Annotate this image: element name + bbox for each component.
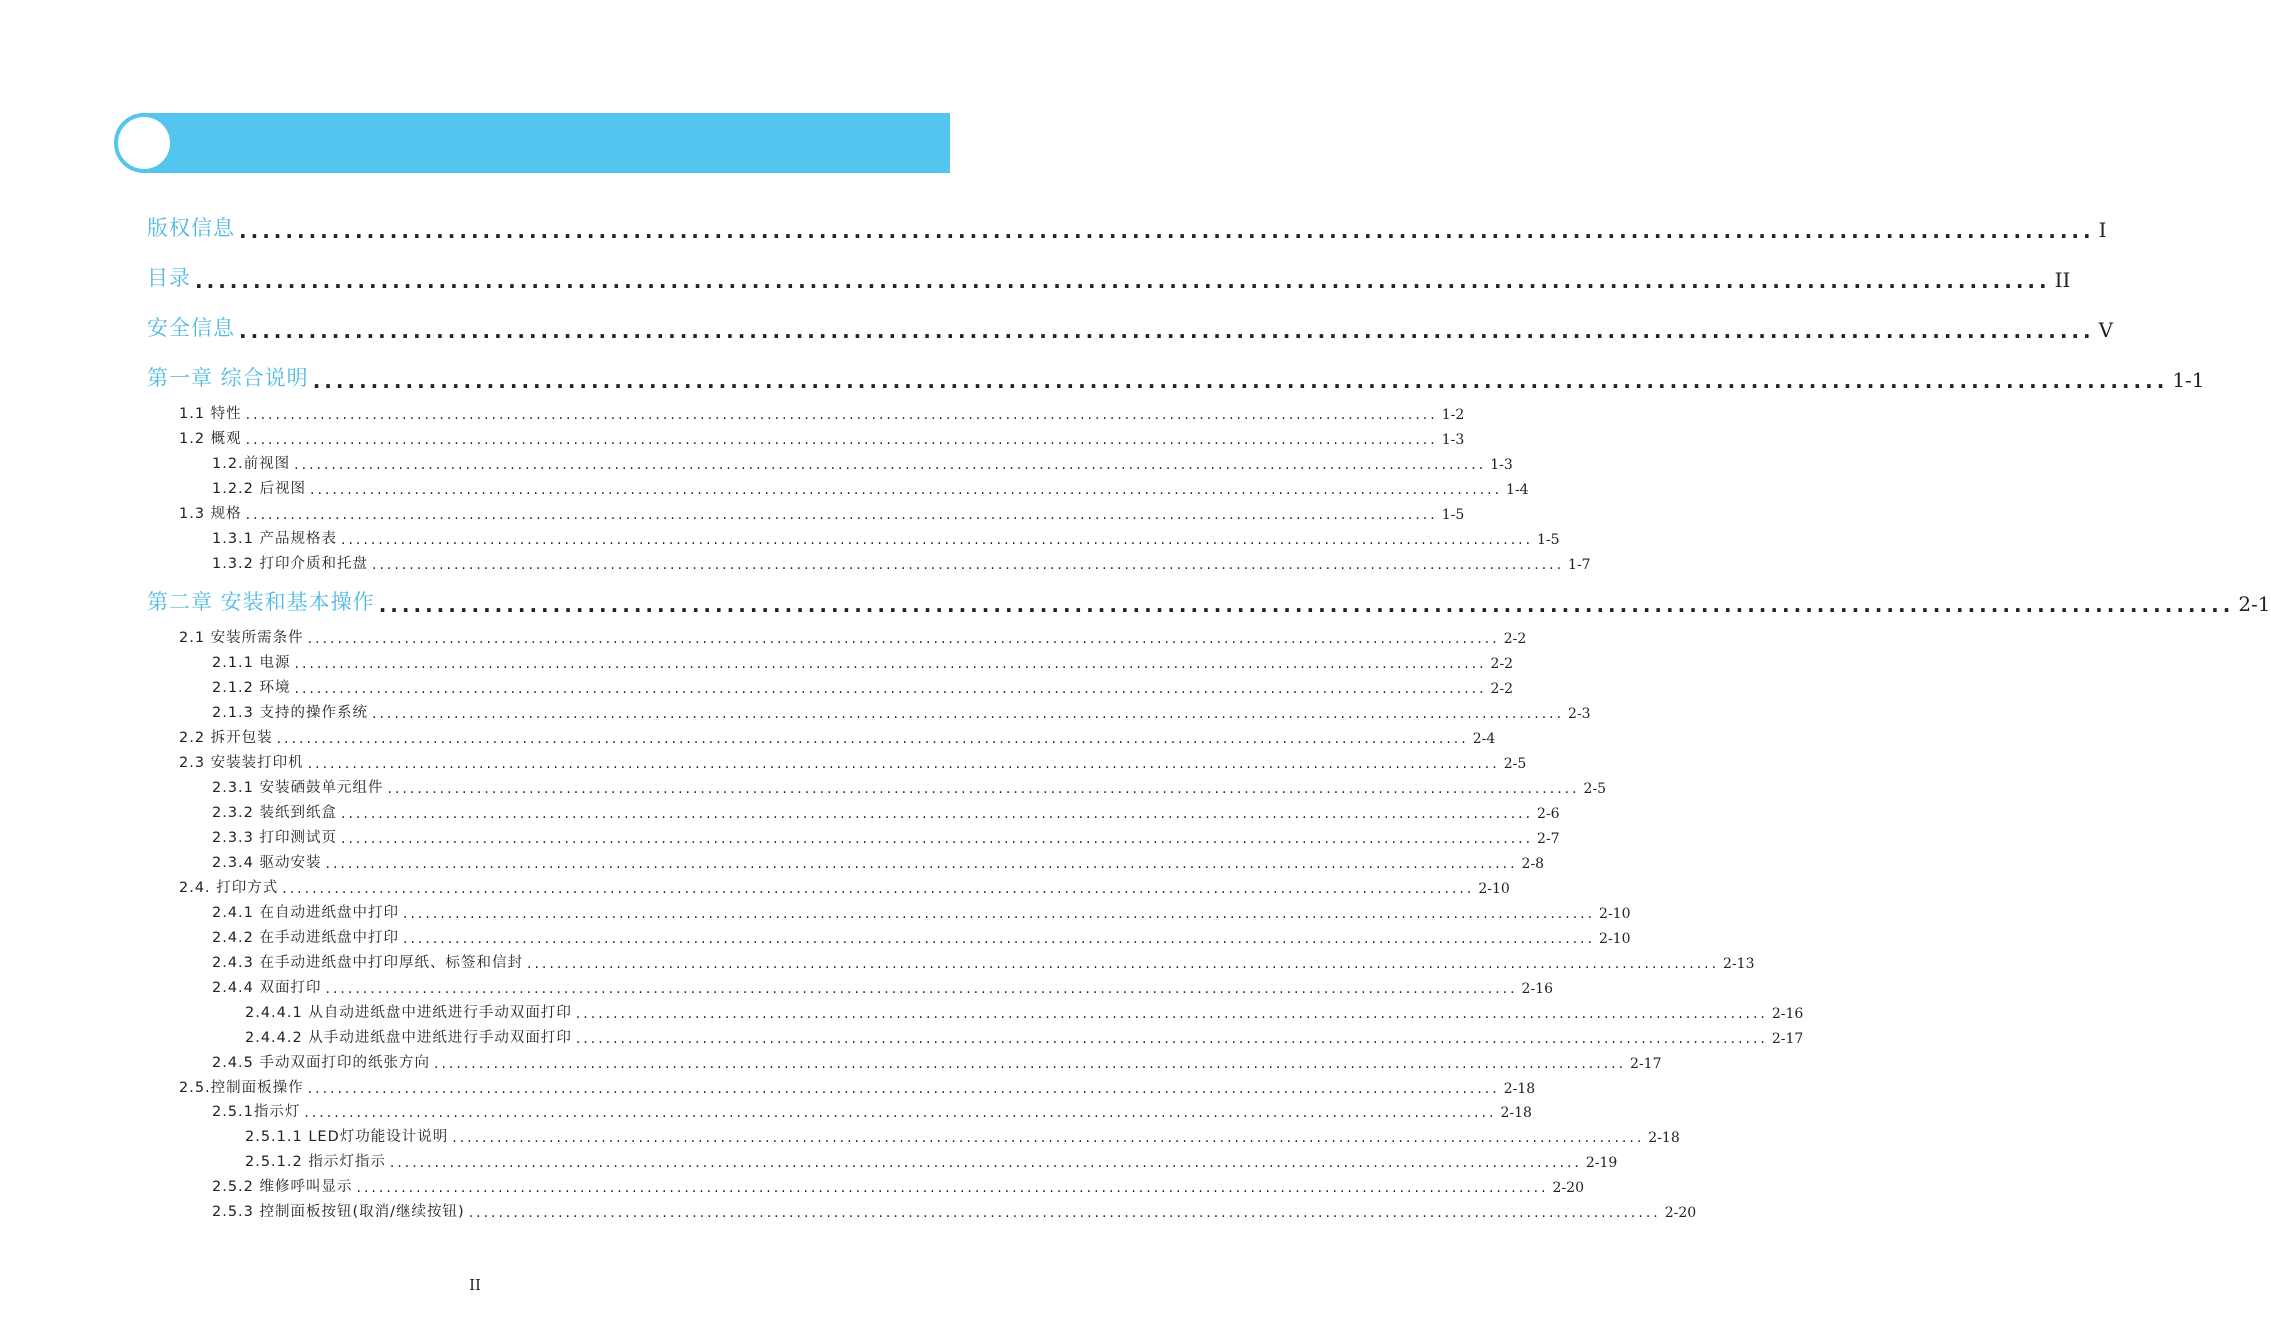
toc-entry[interactable] <box>245 1151 1618 1171</box>
toc-entry-label: 2.5.1指示灯 <box>212 1104 301 1120</box>
toc-entry-label: 2.4.4.2 从手动进纸盘中进纸进行手动双面打印 <box>245 1030 572 1046</box>
toc-leader-dots: ................................................................................................................................................................ <box>307 756 1500 772</box>
toc-leader-dots: ................................................................................................................................................................ <box>372 706 1565 722</box>
toc-entry-page: 2-16 <box>1521 981 1553 997</box>
toc-entry[interactable] <box>212 802 1560 822</box>
toc-leader-dots: ................................................................................................................................................................ <box>403 931 1596 947</box>
toc-entry-label: 2.2 拆开包装 <box>179 730 273 746</box>
toc-leader-dots: ................................................................................................................................................................ <box>294 656 1487 672</box>
toc-entry[interactable] <box>245 1126 1680 1146</box>
toc-leader-dots: ................................................................................................................................................................ <box>304 1105 1497 1121</box>
toc-entry-page: I <box>2098 218 2107 242</box>
toc-leader-dots: ................................................................................................................................................................ <box>307 1081 1500 1097</box>
toc-leader-dots: ................................................................................................................................................................ <box>276 731 1469 747</box>
toc-entry[interactable] <box>212 1176 1584 1196</box>
toc-entry[interactable] <box>212 528 1560 548</box>
toc-entry[interactable] <box>212 553 1591 573</box>
toc-entry[interactable] <box>212 478 1529 498</box>
toc-entry-page: 2-17 <box>1630 1056 1662 1072</box>
toc-leader-dots: ................................................................................................................................................................ <box>307 631 1500 647</box>
toc-leader-dots: ................................................................................................................................................................ <box>312 369 2169 393</box>
toc-entry[interactable] <box>212 453 1513 473</box>
toc-entry[interactable] <box>212 952 1755 972</box>
toc-entry-page: 1-3 <box>1490 457 1513 473</box>
toc-entry[interactable] <box>245 1027 1804 1047</box>
toc-entry-page: 2-2 <box>1490 656 1514 672</box>
toc-chapter-entry[interactable] <box>147 262 2071 293</box>
toc-entry-page: 2-20 <box>1552 1180 1584 1196</box>
toc-entry-page: 2-16 <box>1771 1006 1804 1022</box>
toc-entry-label: 2.1.3 支持的操作系统 <box>212 705 369 721</box>
toc-leader-dots: ................................................................................................................................................................ <box>575 1006 1768 1022</box>
toc-entry-label: 2.3 安装装打印机 <box>179 755 304 771</box>
toc-leader-dots: ................................................................................................................................................................ <box>387 781 1580 797</box>
toc-entry-label: 2.4.4 双面打印 <box>212 980 322 996</box>
toc-entry-page: 2-5 <box>1583 781 1607 797</box>
toc-chapter-entry[interactable] <box>147 586 2271 617</box>
toc-entry-label: 目录 <box>147 266 191 290</box>
toc-entry-label: 2.3.2 装纸到纸盒 <box>212 805 338 821</box>
toc-leader-dots: ................................................................................................................................................................ <box>452 1130 1645 1146</box>
toc-entry[interactable] <box>212 977 1553 997</box>
page-number: II <box>469 1276 481 1294</box>
toc-leader-dots: ................................................................................................................................................................ <box>294 681 1487 697</box>
toc-entry[interactable] <box>245 1002 1804 1022</box>
toc-entry-page: 1-4 <box>1506 482 1529 498</box>
toc-entry-label: 2.3.1 安装硒鼓单元组件 <box>212 780 384 796</box>
toc-entry-page: 1-5 <box>1537 532 1560 548</box>
toc-entry-page: 2-18 <box>1503 1081 1536 1097</box>
toc-entry-page: 1-7 <box>1568 557 1591 573</box>
toc-leader-dots: ................................................................................................................................................................ <box>575 1031 1768 1047</box>
toc-entry[interactable] <box>212 677 1514 697</box>
toc-entry-label: 2.3.3 打印测试页 <box>212 830 338 846</box>
toc-leader-dots: ................................................................................................................................................................ <box>325 856 1518 872</box>
toc-entry-label: 2.4.5 手动双面打印的纸张方向 <box>212 1055 431 1071</box>
toc-leader-dots: ................................................................................................................................................................ <box>245 432 1438 448</box>
toc-entry-page: 1-3 <box>1441 432 1465 448</box>
toc-entry-label: 第二章 安装和基本操作 <box>147 590 375 614</box>
toc-entry-label: 2.5.3 控制面板按钮(取消/继续按钮) <box>212 1204 465 1220</box>
toc-entry-page: 1-2 <box>1441 407 1465 423</box>
toc-entry[interactable] <box>179 1077 1536 1097</box>
toc-entry-label: 1.3.2 打印介质和托盘 <box>212 556 369 572</box>
toc-entry-label: 1.2.前视图 <box>212 456 291 472</box>
toc-entry-page: 2-10 <box>1599 906 1631 922</box>
toc-entry-label: 2.1 安装所需条件 <box>179 630 304 646</box>
toc-entry[interactable] <box>212 827 1560 847</box>
toc-entry[interactable] <box>212 852 1545 872</box>
toc-entry[interactable] <box>212 702 1591 722</box>
toc-leader-dots: ................................................................................................................................................................ <box>356 1180 1549 1196</box>
toc-leader-dots: ................................................................................................................................................................ <box>341 831 1534 847</box>
toc-entry-label: 1.1 特性 <box>179 406 242 422</box>
toc-entry-page: II <box>2054 268 2071 292</box>
toc-entry[interactable] <box>212 1052 1662 1072</box>
toc-entry-label: 2.5.2 维修呼叫显示 <box>212 1179 353 1195</box>
toc-entry-label: 2.3.4 驱动安装 <box>212 855 322 871</box>
toc-entry[interactable] <box>212 1101 1532 1121</box>
toc-entry-page: 2-2 <box>1490 681 1514 697</box>
toc-entry[interactable] <box>179 877 1510 897</box>
toc-entry-page: V <box>2098 318 2114 342</box>
toc-entry-label: 1.3.1 产品规格表 <box>212 531 338 547</box>
toc-leader-dots: ................................................................................................................................................................ <box>468 1205 1661 1221</box>
toc-leader-dots: ................................................................................................................................................................ <box>378 593 2235 617</box>
toc-entry-page: 2-20 <box>1664 1205 1697 1221</box>
toc-leader-dots: ................................................................................................................................................................ <box>341 806 1534 822</box>
toc-entry[interactable] <box>179 752 1527 772</box>
toc-chapter-entry[interactable] <box>147 362 2205 393</box>
toc-entry[interactable] <box>179 403 1465 423</box>
toc-entry-label: 2.4.1 在自动进纸盘中打印 <box>212 905 400 921</box>
toc-entry-label: 版权信息 <box>147 216 235 240</box>
toc-entry-label: 2.4.3 在手动进纸盘中打印厚纸、标签和信封 <box>212 955 524 971</box>
toc-entry[interactable] <box>212 902 1631 922</box>
toc-entry-label: 1.2.2 后视图 <box>212 481 307 497</box>
toc-leader-dots: ................................................................................................................................................................ <box>245 407 1438 423</box>
toc-leader-dots: ................................................................................................................................................................ <box>372 557 1565 573</box>
toc-entry[interactable] <box>179 627 1527 647</box>
toc-entry-page: 2-7 <box>1537 831 1560 847</box>
toc-entry[interactable] <box>212 1201 1697 1221</box>
toc-entry[interactable] <box>179 428 1465 448</box>
toc-chapter-entry[interactable] <box>147 312 2114 343</box>
toc-entry-label: 2.5.控制面板操作 <box>179 1080 304 1096</box>
toc-leader-dots: ................................................................................................................................................................ <box>195 269 2051 293</box>
toc-entry-label: 安全信息 <box>147 316 235 340</box>
toc-leader-dots: ................................................................................................................................................................ <box>434 1056 1627 1072</box>
toc-entry-page: 2-6 <box>1537 806 1560 822</box>
toc-leader-dots: ................................................................................................................................................................ <box>239 319 2095 343</box>
toc-entry-label: 2.1.1 电源 <box>212 655 291 671</box>
toc-entry-label: 2.4.2 在手动进纸盘中打印 <box>212 930 400 946</box>
toc-entry-page: 2-17 <box>1771 1031 1804 1047</box>
toc-entry-page: 2-13 <box>1723 956 1755 972</box>
toc-entry-label: 第一章 综合说明 <box>147 366 309 390</box>
toc-entry-label: 2.1.2 环境 <box>212 680 291 696</box>
toc-entry-page: 2-5 <box>1503 756 1527 772</box>
toc-leader-dots: ................................................................................................................................................................ <box>325 981 1518 997</box>
toc-entry-label: 1.3 规格 <box>179 506 242 522</box>
toc-entry-page: 2-10 <box>1478 881 1510 897</box>
toc-entry-page: 1-5 <box>1441 507 1465 523</box>
toc-entry-label: 1.2 概观 <box>179 431 242 447</box>
toc-leader-dots: ................................................................................................................................................................ <box>389 1155 1582 1171</box>
toc-entry-page: 1-1 <box>2172 368 2205 392</box>
toc-leader-dots: ................................................................................................................................................................ <box>245 507 1438 523</box>
toc-leader-dots: ................................................................................................................................................................ <box>239 219 2095 243</box>
toc-entry[interactable] <box>212 927 1631 947</box>
toc-entry-page: 2-18 <box>1648 1130 1680 1146</box>
toc-entry-page: 2-19 <box>1585 1155 1618 1171</box>
toc-entry[interactable] <box>179 503 1465 523</box>
toc-leader-dots: ................................................................................................................................................................ <box>282 881 1475 897</box>
toc-entry-page: 2-2 <box>1503 631 1527 647</box>
toc-entry-label: 2.5.1.2 指示灯指示 <box>245 1154 386 1170</box>
toc-leader-dots: ................................................................................................................................................................ <box>341 532 1534 548</box>
toc-leader-dots: ................................................................................................................................................................ <box>403 906 1596 922</box>
toc-entry-label: 2.4. 打印方式 <box>179 880 279 896</box>
toc-entry-page: 2-3 <box>1568 706 1591 722</box>
toc-entry-page: 2-1 <box>2238 592 2271 616</box>
toc-entry-label: 2.4.4.1 从自动进纸盘中进纸进行手动双面打印 <box>245 1005 572 1021</box>
toc-entry-page: 2-8 <box>1521 856 1545 872</box>
toc-entry-page: 2-4 <box>1472 731 1496 747</box>
toc-entry[interactable] <box>179 727 1496 747</box>
toc-entry-page: 2-10 <box>1599 931 1631 947</box>
toc-chapter-entry[interactable] <box>147 212 2107 243</box>
toc-entry-page: 2-18 <box>1500 1105 1532 1121</box>
toc-leader-dots: ................................................................................................................................................................ <box>310 482 1503 498</box>
toc-entry[interactable] <box>212 652 1514 672</box>
toc-leader-dots: ................................................................................................................................................................ <box>294 457 1487 473</box>
toc-leader-dots: ................................................................................................................................................................ <box>527 956 1720 972</box>
toc-entry[interactable] <box>212 777 1607 797</box>
toc-entry-label: 2.5.1.1 LED灯功能设计说明 <box>245 1129 449 1145</box>
